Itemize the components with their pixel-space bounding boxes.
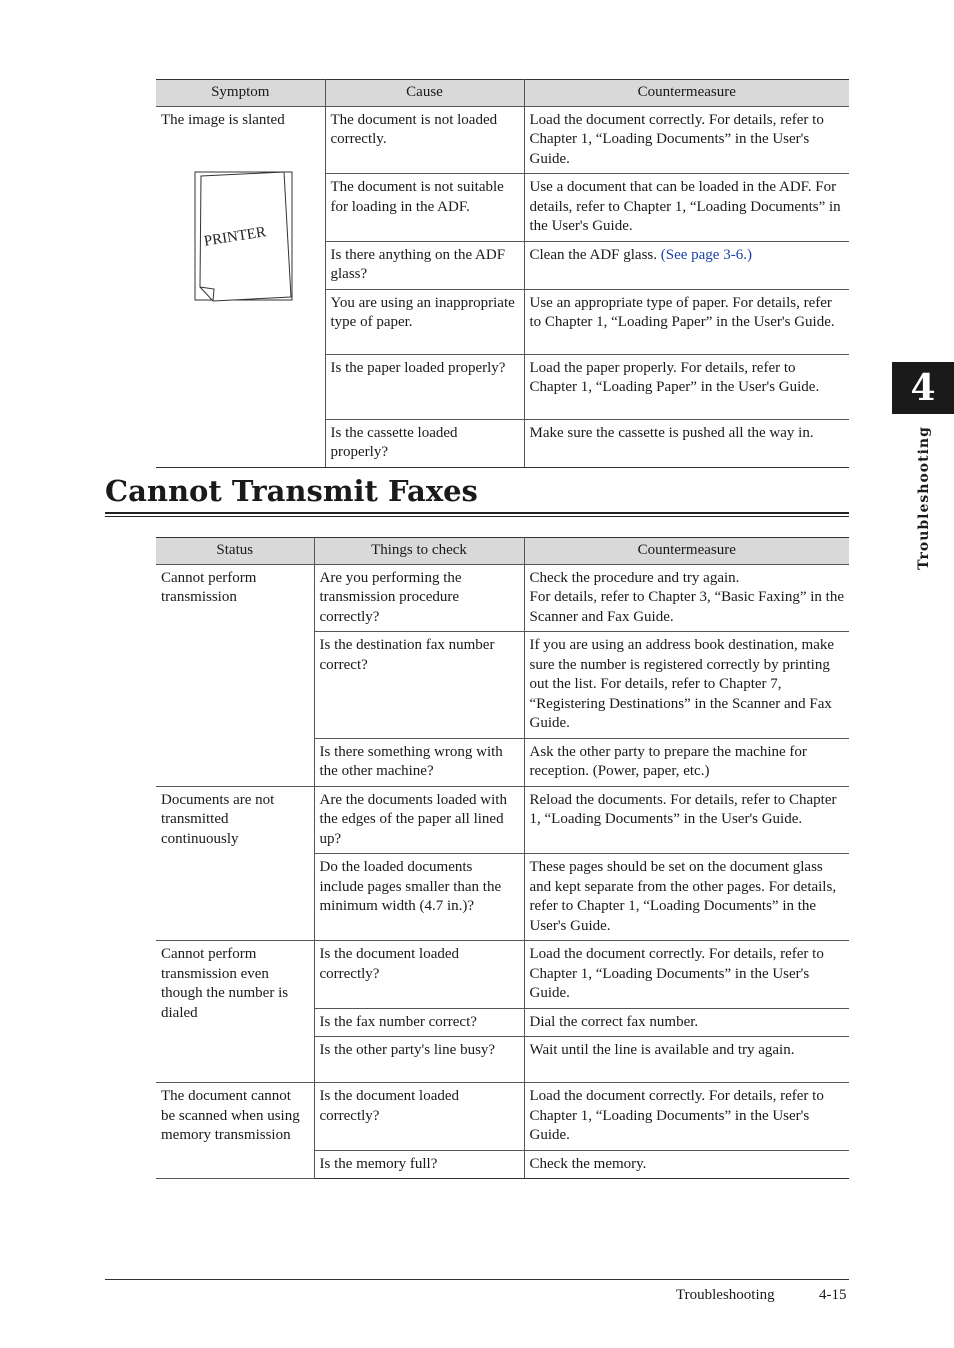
countermeasure-cell: Load the document correctly. For details, refer to Chapter 1, “Loading Documents” in the User's Guide. xyxy=(524,1083,849,1151)
countermeasure-cell: Load the document correctly. For details, refer to Chapter 1, “Loading Documents” in the User's Guide. xyxy=(524,106,849,174)
status-cell: Cannot perform transmission xyxy=(156,564,314,786)
chapter-tab xyxy=(892,362,954,414)
countermeasure-cell: Ask the other party to prepare the machine for reception. (Power, paper, etc.) xyxy=(524,738,849,786)
column-header: Things to check xyxy=(314,538,524,565)
countermeasure-cell: These pages should be set on the document glass and kept separate from the other pages. For details, refer to Chapter 1, “Loading Documents” in the User's Guide. xyxy=(524,854,849,941)
table-header-row xyxy=(156,538,849,565)
check-cell: Is the document loaded correctly? xyxy=(314,941,524,1009)
footer-label: Troubleshooting xyxy=(676,1287,775,1303)
cause-cell: You are using an inappropriate type of paper. xyxy=(325,289,524,354)
footer-rule xyxy=(105,1279,849,1280)
symptom-cell xyxy=(156,106,325,467)
check-cell: Is there something wrong with the other machine? xyxy=(314,738,524,786)
cause-cell: Is there anything on the ADF glass? xyxy=(325,241,524,289)
table-row xyxy=(156,1083,849,1151)
column-header: Countermeasure xyxy=(524,538,849,565)
status-cell: The document cannot be scanned when using memory transmission xyxy=(156,1083,314,1179)
countermeasure-cell: Use a document that can be loaded in the ADF. For details, refer to Chapter 1, “Loading Documents” in the User's Guide. xyxy=(524,174,849,242)
column-header: Cause xyxy=(325,80,524,107)
countermeasure-cell: Reload the documents. For details, refer to Chapter 1, “Loading Documents” in the User's Guide. xyxy=(524,786,849,854)
check-cell: Are you performing the transmission procedure correctly? xyxy=(314,564,524,632)
column-header: Status xyxy=(156,538,314,565)
countermeasure-cell: Make sure the cassette is pushed all the way in. xyxy=(524,419,849,467)
page-number: 4-15 xyxy=(819,1287,847,1303)
title-rule xyxy=(105,516,849,517)
chapter-label: Troubleshooting xyxy=(916,426,932,570)
countermeasure-cell: Load the document correctly. For details, refer to Chapter 1, “Loading Documents” in the User's Guide. xyxy=(524,941,849,1009)
countermeasure-cell: Dial the correct fax number. xyxy=(524,1008,849,1037)
page-reference-link[interactable]: (See page 3-6.) xyxy=(660,246,752,263)
title-rule xyxy=(105,512,849,514)
table-row xyxy=(156,941,849,1009)
slanted-document-illustration xyxy=(191,170,295,304)
table-row xyxy=(156,786,849,854)
cause-cell: The document is not suitable for loading in the ADF. xyxy=(325,174,524,242)
cause-cell: Is the paper loaded properly? xyxy=(325,354,524,419)
column-header: Countermeasure xyxy=(524,80,849,107)
chapter-number: 4 xyxy=(910,367,936,409)
table-row xyxy=(156,564,849,632)
table-header-row xyxy=(156,80,849,107)
symptom-text: The image is slanted xyxy=(161,111,285,128)
status-cell: Documents are not transmitted continuously xyxy=(156,786,314,941)
section-title: Cannot Transmit Faxes xyxy=(105,474,478,508)
check-cell: Is the document loaded correctly? xyxy=(314,1083,524,1151)
transmit-table xyxy=(156,537,849,1179)
countermeasure-cell: Load the paper properly. For details, refer to Chapter 1, “Loading Paper” in the User's Guide. xyxy=(524,354,849,419)
symptom-table xyxy=(156,79,849,468)
column-header: Symptom xyxy=(156,80,325,107)
countermeasure-cell: Use an appropriate type of paper. For details, refer to Chapter 1, “Loading Paper” in the User's Guide. xyxy=(524,289,849,354)
countermeasure-cell: If you are using an address book destination, make sure the number is registered correctly by printing out the list. For details, refer to Chapter 7, “Registering Destinations” in the Scanner and Fax Guide. xyxy=(524,632,849,739)
cause-cell: Is the cassette loaded properly? xyxy=(325,419,524,467)
countermeasure-cell: Wait until the line is available and try again. xyxy=(524,1037,849,1083)
table-row xyxy=(156,106,849,174)
check-cell: Is the fax number correct? xyxy=(314,1008,524,1037)
check-cell: Do the loaded documents include pages smaller than the minimum width (4.7 in.)? xyxy=(314,854,524,941)
check-cell: Are the documents loaded with the edges of the paper all lined up? xyxy=(314,786,524,854)
countermeasure-text: Clean the ADF glass. xyxy=(529,246,661,263)
printer-label: PRINTER xyxy=(202,224,268,250)
cause-cell: The document is not loaded correctly. xyxy=(325,106,524,174)
check-cell: Is the destination fax number correct? xyxy=(314,632,524,739)
countermeasure-cell xyxy=(524,241,849,289)
countermeasure-cell: Check the procedure and try again. For details, refer to Chapter 3, “Basic Faxing” in the Scanner and Fax Guide. xyxy=(524,564,849,632)
countermeasure-cell: Check the memory. xyxy=(524,1150,849,1179)
check-cell: Is the memory full? xyxy=(314,1150,524,1179)
check-cell: Is the other party's line busy? xyxy=(314,1037,524,1083)
status-cell: Cannot perform transmission even though the number is dialed xyxy=(156,941,314,1083)
